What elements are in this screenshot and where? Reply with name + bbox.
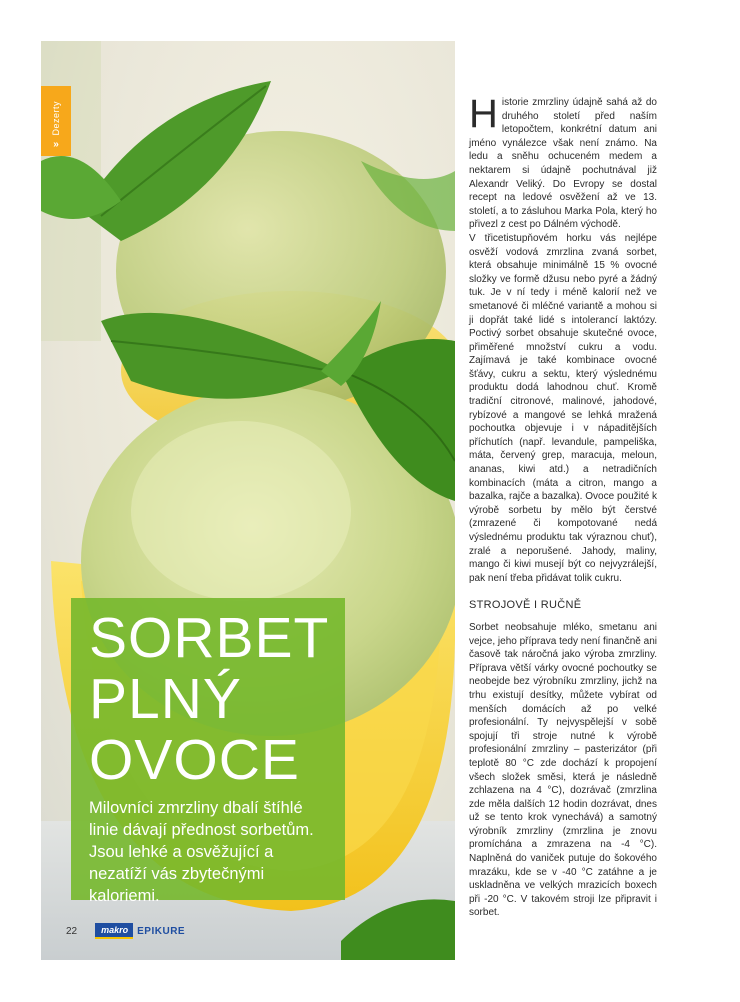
subheading: STROJOVĚ I RUČNĚ (469, 599, 582, 612)
page-footer (66, 922, 185, 940)
article-lead: Milovníci zmrzliny dbalí štíhlé linie dávají přednost sorbetům. Jsou lehké a osvěžující a nezatíží vás zbytečnými kaloriemi. (89, 799, 314, 905)
page-number: 22 (66, 925, 78, 937)
magazine-brand: EPIKURE (137, 925, 186, 937)
title-line-1: SORBET (89, 606, 330, 670)
section-arrows-icon: » (53, 139, 59, 150)
section-tab (41, 86, 71, 156)
article-title (89, 608, 335, 791)
title-line-2: PLNÝ (89, 667, 242, 731)
article-body (469, 92, 657, 920)
section-label: Dezerty (51, 101, 61, 136)
paragraph-1-text: istorie zmrzliny údajně sahá až do druhého století před naším letopočtem, konkrétní datum ani jméno vynálezce však není známo. Na ledu a sněhu ochuceném medem a nektarem si údajně pochutnával již Alexandr Veliký. Do Evropy se dostal recept na ledové osvěžení až ve 13. století, a to zásluhou Marka Pola, který ho přivezl z cest po Dálném východě. (469, 97, 657, 231)
dropcap: H (469, 92, 498, 136)
title-box (71, 598, 345, 905)
paragraph-3: Sorbet neobsahuje mléko, smetanu ani vejce, jeho příprava tedy není finančně ani časově tak náročná jako výroba zmrzliny. Příprava větší várky ovocné pochoutky se neobejde bez výrobníku zmrzliny, jichž na trhu existují desítky, můžete vybírat od menších domácích až po velké profesionální. Ty nejvyspělejší v sobě spojují tři stroje nutné k výrobě profesionální zmrzliny – pasterizátor (při teplotě 80 °C zde dochází k propojení všech složek směsi, která je následně zchlazena na 4 °C), dozrávač (zmrzlina zde měla dalších 12 hodin dozrávat, dnes už se tento krok vynechává) a samotný výrobník zmrzliny (zmrzlina je znovu promíchána a zmrazena na -4 °C). Naplněná do vaniček putuje do šokového mrazáku, kde se v -40 °C zatáhne a je uskladněna ve velkých mrazicích boxech při -20 °C. V takovém stroji lze připravit i sorbet. (469, 621, 657, 919)
title-line-3: OVOCE (89, 728, 300, 792)
paragraph-2: V třicetistupňovém horku vás nejlépe osvěží vodová zmrzlina zvaná sorbet, která obsahuje minimálně 15 % ovocné složky ve formě džusu nebo pyré a žádný tuk. Je v ní tedy i méně kalorií než ve smetanové či mléčné variantě a mohou si ji dopřát také lidé s intolerancí laktózy. Poctivý sorbet obsahuje skutečné ovoce, přiměřené množství cukru a vodu. Zajímavá je také kombinace ovocné šťávy, cukru a sektu, který výslednému produktu dodá lahodnou chuť. Kromě tradiční citronové, malinové, jahodové, rybízové a mangové se lehká mražená pochoutka objevuje i v nápaditějších příchutích (např. levandule, pampeliška, máta, červený grep, maracuja, meloun, ananas, kiwi atd.) a netradičních kombinacích (máta a citron, mango a bazalka, rajče a bazalka). Ovoce použité k výrobě sorbetu by mělo být čerstvé (zmrazené či kompotované nedá výslednému produktu tak výraznou chuť), zralé a neporušené. Jahody, maliny, mango či kiwi musejí být co nejvyzrálejší, pak není třeba přidávat tolik cukru. (469, 232, 657, 584)
makro-logo: makro (95, 923, 133, 939)
paragraph-1 (469, 92, 657, 232)
